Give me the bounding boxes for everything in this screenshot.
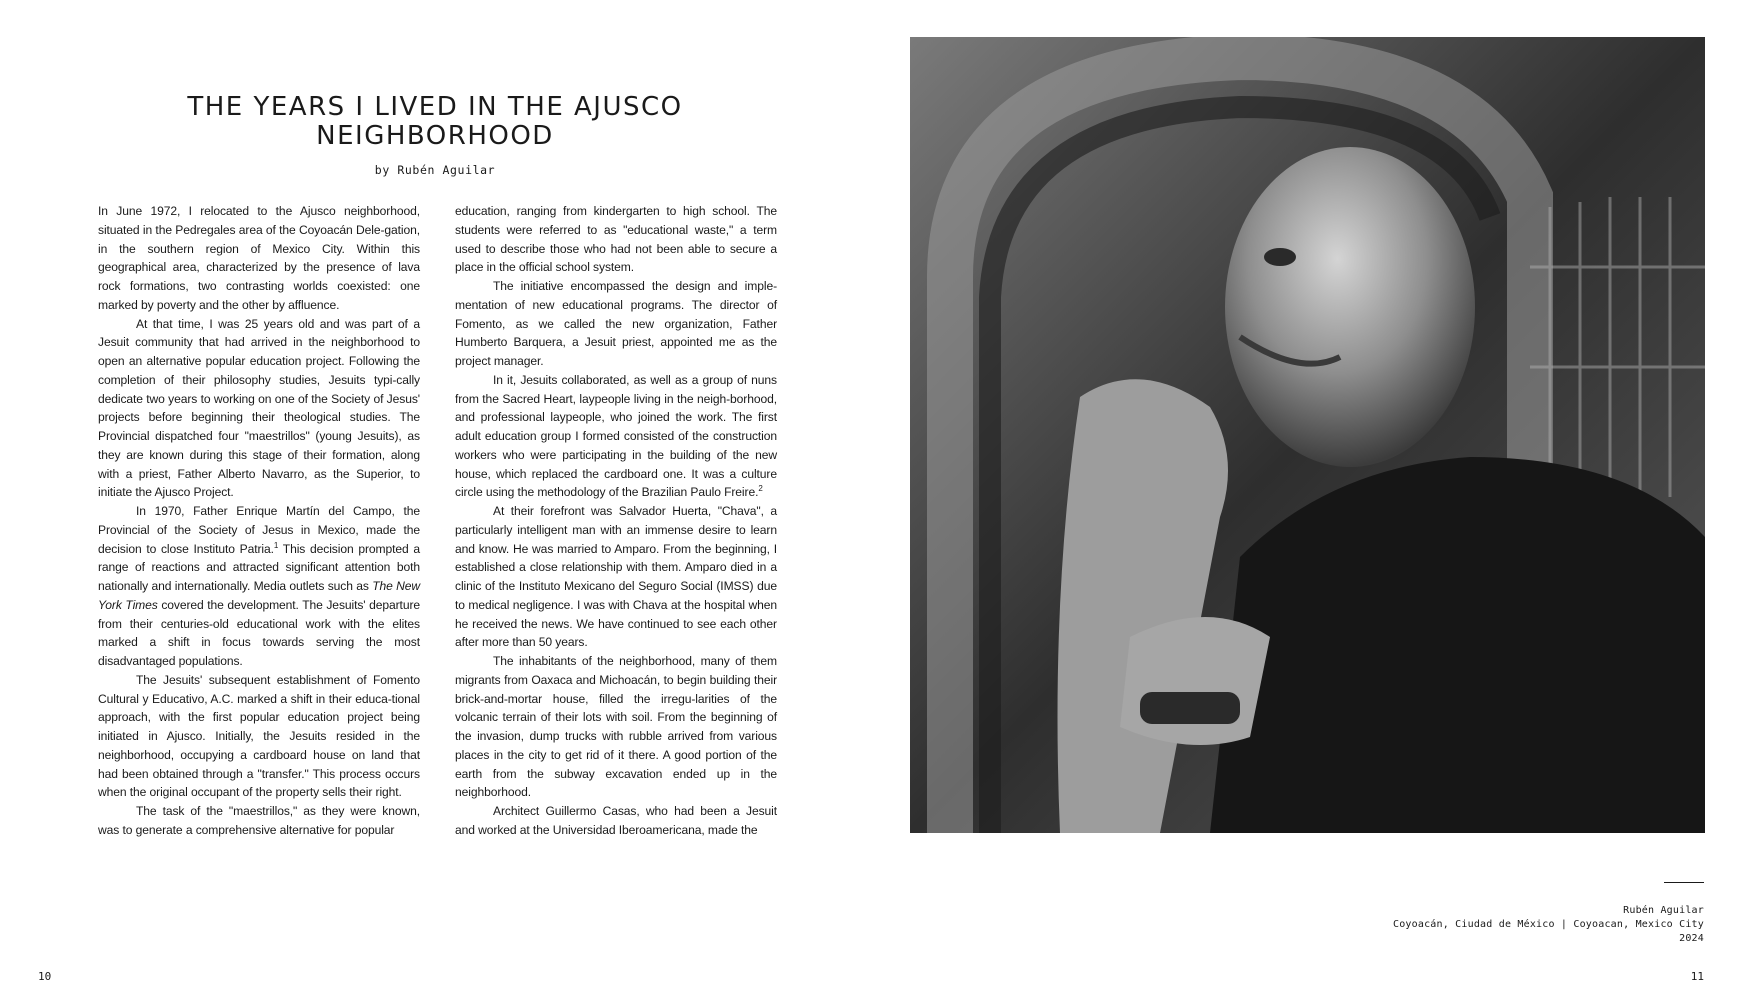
footnote-marker: 1 — [273, 540, 279, 550]
text-column-left — [98, 202, 420, 840]
byline: by Rubén Aguilar — [374, 163, 496, 177]
paragraph: At their forefront was Salvador Huerta, "Chava", a particularly intelligent man with an immense desire to learn and know. He was married to Amparo. From the beginning, I established a close relationship with them. Amparo died in a clinic of the Instituto Mexicano del Seguro Social (IMSS) due to medical negligence. I was with Chava at the hospital when he received the news. We have continued to see each other after more than 50 years. — [455, 504, 777, 650]
paragraph: The Jesuits' subsequent establishment of Fomento Cultural y Educativo, A.C. marked a shift in their educa-tional approach, with the first popular education project being initiated in Ajusco. Initially, the Jesuits resided in the neighborhood, occupying a cardboard house on land that had been obtained through a "transfer." This process occurs when the original occupant of the property sells their right. — [98, 672, 420, 800]
caption-rule — [1664, 882, 1704, 883]
paragraph: In June 1972, I relocated to the Ajusco neighborhood, situated in the Pedregales area of the Coyoacán Dele-gation, in the southern region of Mexico City. Within this geographical area, characterized by the presence of lava rock formations, two contrasting worlds coexisted: one marked by poverty and the other by affluence. — [98, 204, 420, 312]
title-line-2: NEIGHBORHOOD — [316, 121, 554, 151]
footnote-marker: 2 — [758, 484, 763, 494]
paragraph: Architect Guillermo Casas, who had been a Jesuit and worked at the Universidad Iberoamericana, made the — [455, 804, 777, 837]
portrait-photo — [910, 37, 1705, 833]
page-number-right: 11 — [1690, 970, 1704, 983]
caption-name: Rubén Aguilar — [1623, 905, 1704, 916]
page-number-left: 10 — [38, 970, 52, 983]
article-title — [95, 93, 775, 151]
caption-place: Coyoacán, Ciudad de México | Coyoacan, Mexico City — [1392, 919, 1704, 930]
title-line-1: THE YEARS I LIVED IN THE AJUSCO — [187, 92, 683, 122]
paragraph: At that time, I was 25 years old and was part of a Jesuit community that had arrived in the neighborhood to open an alternative popular education project. Following the completion of their philosophy studies, Jesuits typi-cally dedicate two years to working on one of the Society of Jesus' projects before beginning their theological studies. The Provincial dispatched four "maestrillos" (young Jesuits), as they are known during this stage of their formation, along with a priest, Father Alberto Navarro, as the Superior, to initiate the Ajusco Project. — [98, 316, 420, 500]
caption-year: 2024 — [1679, 933, 1704, 944]
paragraph: education, ranging from kindergarten to high school. The students were referred to as "educational waste," a term used to describe those who had not been able to secure a place in the official school system. — [455, 204, 777, 275]
paragraph: The inhabitants of the neighborhood, many of them migrants from Oaxaca and Michoacán, to begin building their brick-and-mortar house, filled the irregu-larities of the volcanic terrain of their lots with soil. From the beginning of the invasion, dump trucks with rubble arrived from various places in the city to get rid of it there. A good portion of the earth from the subway excavation ended up in the neighborhood. — [455, 654, 777, 800]
paragraph: The initiative encompassed the design and imple-mentation of new educational programs. The director of Fomento, as we called the new organization, Father Humberto Barquera, a Jesuit priest, appointed me as the project manager. — [455, 279, 777, 368]
paragraph: In 1970, Father Enrique Martín del Campo, the Provincial of the Society of Jesus in Mexico, made the decision to close Instituto Patria.$^1$ This decision prompted a range of reactions and attracted significant attention both nationally and internationally. Media outlets such as The New York Times covered the development. The Jesuits' departure from their centuries-old educational work with the elites marked a shift in focus towards serving the most disadvantaged populations. — [98, 504, 420, 668]
photo-caption — [1284, 904, 1704, 946]
text-column-right — [455, 202, 777, 840]
paragraph: In it, Jesuits collaborated, as well as a group of nuns from the Sacred Heart, laypeople living in the neigh-borhood, and professional laypeople, who joined the work. The first adult education group I formed consisted of the construction workers who were participating in the building of the new house, which replaced the cardboard one. It was a culture circle using the methodology of the Brazilian Paulo Freire.$^2$ — [455, 372, 777, 500]
paragraph: The task of the "maestrillos," as they were known, was to generate a comprehensive alternative for popular — [98, 804, 420, 837]
publication-title: The New York Times — [98, 579, 420, 612]
portrait-illustration — [910, 37, 1705, 833]
